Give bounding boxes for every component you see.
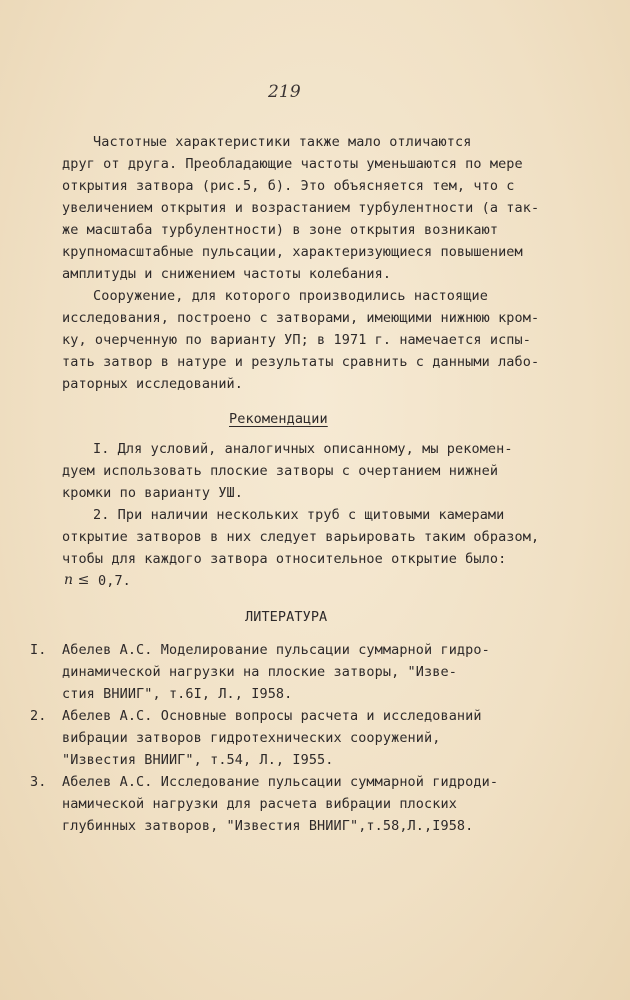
paragraph-1-line-3: открытия затвора (рис.5, б). Это объясняется тем, что с [62, 178, 515, 194]
literature-3-line-1: Абелев А.С. Исследование пульсации суммарной гидроди- [62, 774, 499, 790]
literature-1-line-2: динамической нагрузки на плоские затворы, "Изве- [62, 664, 457, 680]
recommendations-heading: Рекомендации [229, 411, 328, 427]
formula-value: 0,7. [98, 573, 131, 589]
paragraph-2-line-1: Сооружение, для которого производились настоящие [93, 288, 488, 304]
formula-symbol: n ≤ [64, 572, 90, 588]
literature-2-number: 2. [30, 708, 47, 724]
paragraph-1-line-2: друг от друга. Преобладающие частоты уменьшаются по мере [62, 156, 523, 172]
recommendation-2-line-2: открытие затворов в них следует варьировать таким образом, [62, 529, 540, 545]
recommendation-1-line-1: I. Для условий, аналогичных описанному, мы рекомен- [93, 441, 513, 457]
paragraph-2-line-3: ку, очерченную по варианту УП; в 1971 г. намечается испы- [62, 332, 531, 348]
recommendation-2-line-3: чтобы для каждого затвора относительное открытие было: [62, 551, 507, 567]
literature-1-number: I. [30, 642, 47, 658]
paragraph-1-line-4: увеличением открытия и возрастанием турбулентности (а так- [62, 200, 540, 216]
paragraph-1-line-5: же масштаба турбулентности) в зоне открытия возникают [62, 222, 499, 238]
paragraph-1-line-6: крупномасштабные пульсации, характеризующиеся повышением [62, 244, 523, 260]
paragraph-1-line-7: амплитуды и снижением частоты колебания. [62, 266, 392, 282]
literature-3-number: 3. [30, 774, 47, 790]
recommendation-2-line-1: 2. При наличии нескольких труб с щитовыми камерами [93, 507, 505, 523]
literature-2-line-3: "Известия ВНИИГ", т.54, Л., I955. [62, 752, 334, 768]
literature-3-line-3: глубинных затворов, "Известия ВНИИГ",т.58,Л.,I958. [62, 818, 474, 834]
recommendation-1-line-3: кромки по варианту УШ. [62, 485, 244, 501]
paragraph-2-line-2: исследования, построено с затворами, имеющими нижнюю кром- [62, 310, 540, 326]
literature-1-line-3: стия ВНИИГ", т.6I, Л., I958. [62, 686, 293, 702]
page-number: 219 [268, 82, 301, 102]
literature-3-line-2: намической нагрузки для расчета вибрации плоских [62, 796, 457, 812]
literature-1-line-1: Абелев А.С. Моделирование пульсации суммарной гидро- [62, 642, 490, 658]
literature-heading: ЛИТЕРАТУРА [245, 609, 328, 625]
literature-2-line-2: вибрации затворов гидротехнических сооружений, [62, 730, 441, 746]
recommendation-1-line-2: дуем использовать плоские затворы с очертанием нижней [62, 463, 499, 479]
paragraph-1-line-1: Частотные характеристики также мало отличаются [93, 134, 472, 150]
paragraph-2-line-4: тать затвор в натуре и результаты сравнить с данными лабо- [62, 354, 540, 370]
paragraph-2-line-5: раторных исследований. [62, 376, 244, 392]
literature-2-line-1: Абелев А.С. Основные вопросы расчета и исследований [62, 708, 482, 724]
